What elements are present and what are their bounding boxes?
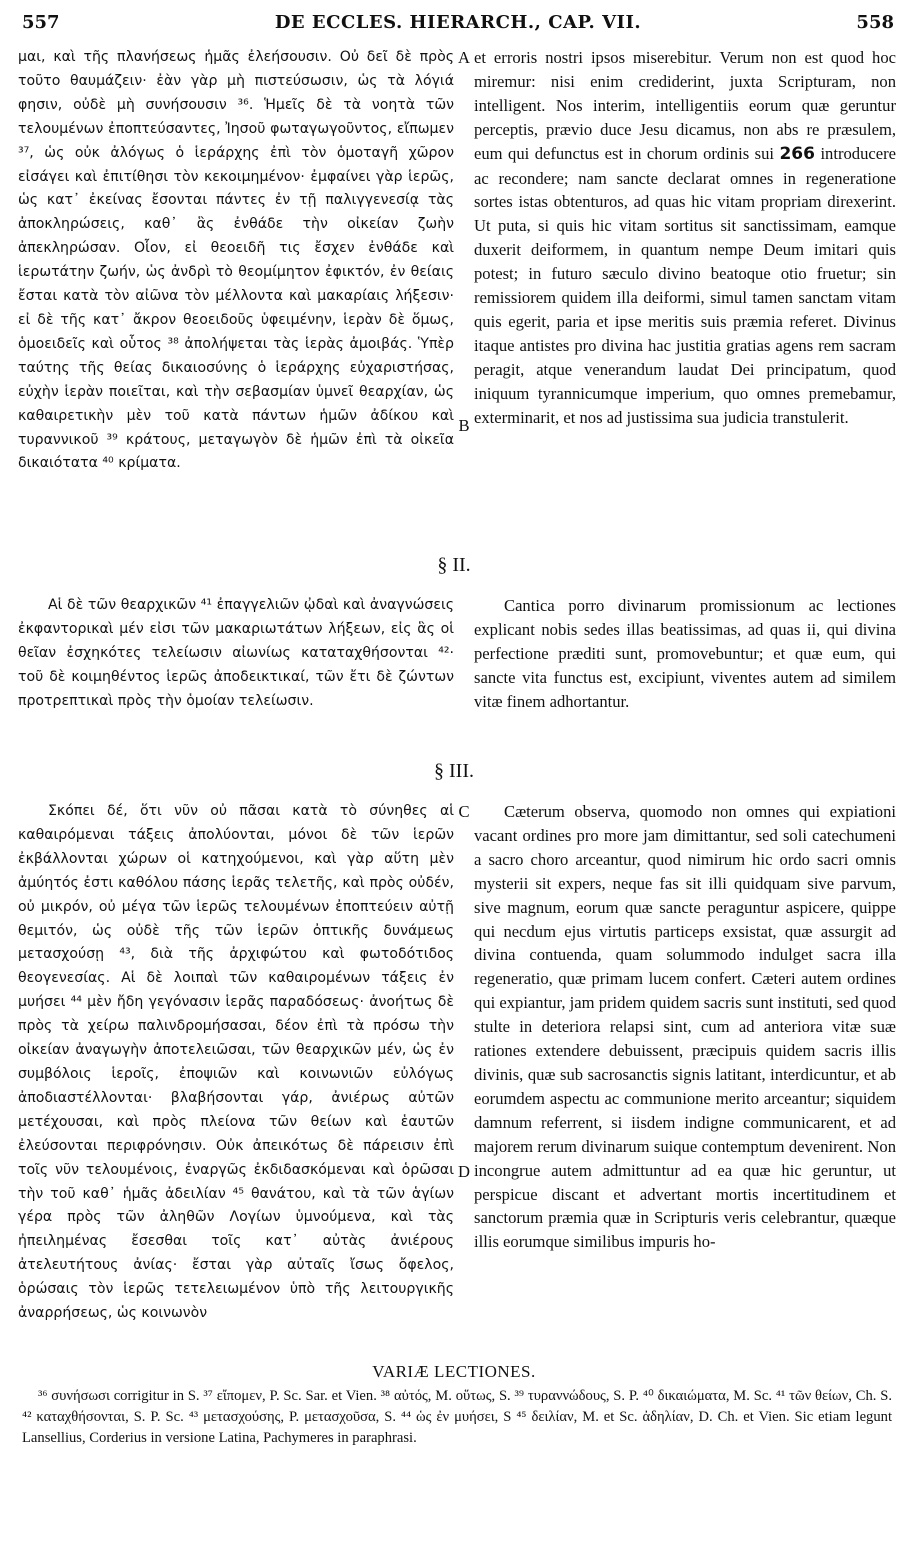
page-number-left: 557	[22, 12, 60, 33]
section-heading-iii: § III.	[434, 760, 474, 782]
latin-text-column: Cæterum observa, quomodo non omnes qui expiationi vacant ordines pro more jam dimittantur, sed soli catechumeni a sacro choro arceantur, quod nimirum hic ordo sacri omnis mysterii sit expers, neque fas sit illi quidquam sive parvum, sive magnum, eorum quæ sancte peraguntur aspicere, quippe qui necdum ejus virtutis particeps exsistat, quæ assurgit ad divina contuenda, quam solummodo indulget sacra illa regeneratio, quæ primam lucem confert. Cæteri autem ordines qui expiantur, jam pridem quidem sacris sunt instituti, sed quod stulte in deteriora relapsi sint, cum ad anteriora vitæ suæ rationes extendere debuissent, præcipuis quidem sacris illis divinis, quæ sub sacrosanctis signis latitant, interdicuntur, et ab eorumdem aspectu ac communione merito arceantur; siquidem damnum referrent, si iisdem indigne communicarent, et ad majorem rerum divinarum suique contemptum devenirent. Non incongrue autem admittuntur ad ea quæ hic geruntur, ut perspicue discant et advertant mortis incertitudinem et sanctorum præmia quæ in Scripturis veris celebrantur, quæque illis eorumque similibus impuris ho-	[474, 802, 896, 1252]
margin-marker-a: A	[458, 48, 470, 67]
latin-text-part-a: et erroris nostri ipsos miserebitur. Verum non est quod hoc miremur: nisi enim crediderint, juxta Scripturam, non intelligent. Nos interim, intelligentiis eorum quæ geruntur perceptis, prævio duce Jesu dicamus, non abs re præsulem, eum qui defunctus est in chorum ordinis sui	[474, 48, 896, 163]
latin-text-part-b: introducere ac recondere; nam sancte declarat omnes in regeneratione sortes istas obtenturos, ad quas hic vitam propriam direxerint. Ut puta, si quis hic vitam sortitus sit sanctissimam, eamque duxerit deiformem, in quantum nempe Deum imitari quis potest; in futuro sæculo divino beatoque otio fruetur; sin remissiorem quidem illa deiformi, simul tamen sanctam vitam quis egerit, paria et ipse meritis suis præmia referet. Divinus itaque antistes pro divina hac justitia gratias agens rem sacram peragit, atque venerandum laudat Dei principatum, quod iniquum tyrannicumque imperium, quo omnes premebamur, exterminarit, et nos ad justissima sua judicia transtulerit.	[474, 143, 896, 427]
greek-text-column: Αἱ δὲ τῶν θεαρχικῶν ⁴¹ ἐπαγγελιῶν ᾠδαὶ καὶ ἀναγνώσεις ἐκφαντορικαὶ μέν εἰσι τῶν μακαριωτάτων λήξεων, εἰς ἃς οἱ θεῖαν ἐσχηκότες τελείωσιν αἰωνίως καταταχθήσονται ⁴²· τοῦ δὲ κοιμηθέντος ἱερῶς ἀποδεικτικαί, τῶν ἔτι δὲ ζώντων προτρεπτικαὶ πρὸς τὴν ὁμοίαν τελείωσιν.	[18, 597, 454, 709]
variant-readings-notes: ³⁶ συνήσωσι corrigitur in S. ³⁷ εἴπομεν, P. Sc. Sar. et Vien. ³⁸ αὐτός, M. οὕτως, S. ³⁹ τυραννώδους, S. P. ⁴⁰ δικαιώματα, M. Sc. ⁴¹ τῶν θείων, Ch. S. ⁴² καταχθήσονται, S. P. Sc. ⁴³ μετασχούσης, P. μετασχοῦσα, S. ⁴⁴ ὡς ἐν μυήσει, S ⁴⁵ δειλίαν, M. et Sc. ἀδηλίαν, D. Ch. et Vien. Sic etiam legunt Lansellius, Corderius in versione Latina, Pachymeres in paraphrasi.	[22, 1388, 892, 1446]
section-3	[18, 800, 896, 1360]
patrology-page-number: 266	[779, 143, 815, 164]
greek-text-column: Σκόπει δέ, ὅτι νῦν οὐ πᾶσαι κατὰ τὸ σύνηθες αἱ καθαιρόμεναι τάξεις ἀπολύονται, μόνοι δὲ τῶν ἱερῶν ἐκβάλλονται χώρων οἱ κατηχούμενοι, καὶ γὰρ αὕτη μὲν ἀμύητός ἐστι καθόλου πάσης ἱερᾶς τελετῆς, καὶ πρὸς οὐδέν, οὐ μικρόν, οὐ μέγα τῶν ἱερῶς τελουμένων ἐποπτεύειν αὐτῇ θεμιτόν, ὡς οὐδὲ τῆς τῶν ἱερῶν ὀπτικῆς δυνάμεως μετασχούσῃ ⁴³, διὰ τῆς ἀρχιφώτου καὶ φωτοδότιδος θεογενεσίας. Αἱ δὲ λοιπαὶ τῶν καθαιρομένων τάξεις ἐν μυήσει ⁴⁴ μὲν ἤδη γεγόνασιν ἱερᾶς παραδόσεως· ἀνοήτως δὲ πρὸς τὰ χείρω παλινδρομήσασαι, δέον ἐπὶ τὰ πρόσω τὴν οἰκείαν ἀναγωγὴν ἀποτελειῶσαι, τῶν θεαρχικῶν μέν, ὡς ἐν συμβόλοις ἱεροῖς, ἐποψιῶν καὶ κοινωνιῶν εὐλόγως ἀποδιαστέλλονται· βλαβήσονται γάρ, ἀνιέρως αὐτῶν μετέχουσαι, καὶ πρὸς πλείονα τῶν θείων καὶ ἑαυτῶν ἐλεύσονται περιφρόνησιν. Οὐκ ἀπεικότως δὲ πάρεισιν ἐπὶ τοῖς νῦν τελουμένοις, ἐναργῶς ἐκδιδασκόμεναι καὶ ὁρῶσαι τὴν τοῦ καθ᾽ ἡμᾶς ἀδειλίαν ⁴⁵ θανάτου, καὶ τὰ τῶν ἁγίων γέρα πρὸς τῶν ἀληθῶν Λογίων ὑμνούμενα, καὶ τὰς ἠπειλημένας ἔσεσθαι τοῖς κατ᾽ αὐτὰς ἀνιέρους ἀτελευτήτους ἀνίας· ἔσται γὰρ αὐταῖς ἴσως ὄφελος, ὁρώσαις τὸν ἱερῶς τετελειωμένον ὑπὸ τῆς λειτουργικῆς ἀναρρήσεως, ὡς κοινωνὸν	[18, 803, 454, 1322]
latin-text-column: Cantica porro divinarum promissionum ac lectiones explicant nobis sedes illas beatissimas, ad quas ii, qui divina perfectione præditi sunt, promovebuntur; et quæ eum, qui sancte vita functus est, excipiunt, viventes autem ad similem vitæ finem adhortantur.	[474, 596, 896, 711]
margin-marker-d: D	[458, 1162, 470, 1181]
running-title: DE ECCLES. HIERARCH., CAP. VII.	[274, 12, 642, 33]
section-1	[18, 46, 896, 546]
variant-readings-heading: VARIÆ LECTIONES.	[372, 1362, 536, 1381]
margin-marker-c: C	[458, 802, 470, 821]
section-heading-ii: § II.	[437, 554, 471, 576]
section-2	[18, 594, 896, 742]
margin-marker-b: B	[458, 416, 470, 435]
greek-text-column: μαι, καὶ τῆς πλανήσεως ἡμᾶς ἐλεήσουσιν. Οὐ δεῖ δὲ πρὸς τοῦτο θαυμάζειν· ἐὰν γὰρ μὴ πιστεύσωσιν, ὡς τὰ λόγιά φησιν, οὐδὲ μὴ συνήσουσιν ³⁶. Ἡμεῖς δὲ τὰ νοητὰ τῶν τελουμένων ἐποπτεύσαντες, Ἰησοῦ φωταγωγοῦντος, εἴπωμεν ³⁷, ὡς οὐκ ἀλόγως ὁ ἱεράρχης ἐπὶ τὸν ὁμοταγῆ χῶρον εἰσάγει καὶ ἐπιτίθησι τὸν κεκοιμημένον· ἐμφαίνει γὰρ ἱερῶς, ὡς κατ᾽ ἐκείνας ἔσονται πάντες ἐν τῇ παλιγγενεσίᾳ τὰς ἀποκληρώσεις, καθ᾽ ἃς ἐνθάδε τὴν οἰκείαν ζωὴν ἀπεκληρώσαν. Οἷον, εἰ θεοειδῆ τις ἔσχεν ἐνθάδε καὶ ἱερωτάτην ζωήν, ὡς ἀνδρὶ τὸ θεομίμητον ἐφικτόν, ἐν θείαις ἔσται κατὰ τὸν αἰῶνα τὸν μέλλοντα καὶ μακαρίαις λήξεσιν· εἰ δὲ τῆς κατ᾽ ἄκρον θεοειδοῦς ὑφειμένην, ἱερὰν δὲ ὅμως, ὁμοειδεῖς καὶ οὗτος ³⁸ ἀπολήψεται τὰς ἱερὰς ἀμοιβάς. Ὑπὲρ ταύτης τῆς θείας δικαιοσύνης ὁ ἱεράρχης εὐχαριστήσας, εὐχὴν ἱερὰν ποιεῖται, καὶ τὴν σεβασμίαν ὑμνεῖ θεαρχίαν, ὡς καθαιρετικὴν μὲν τοῦ κατὰ πάντων ἡμῶν ἀδίκου καὶ τυραννικοῦ ³⁹ κράτους, μεταγωγὸν δὲ ἡμῶν ἐπὶ τὰ οἰκεῖα δικαιότατα ⁴⁰ κρίματα.	[18, 49, 454, 472]
running-header	[22, 12, 894, 40]
latin-text-column	[474, 46, 896, 430]
page-number-right: 558	[856, 12, 894, 33]
